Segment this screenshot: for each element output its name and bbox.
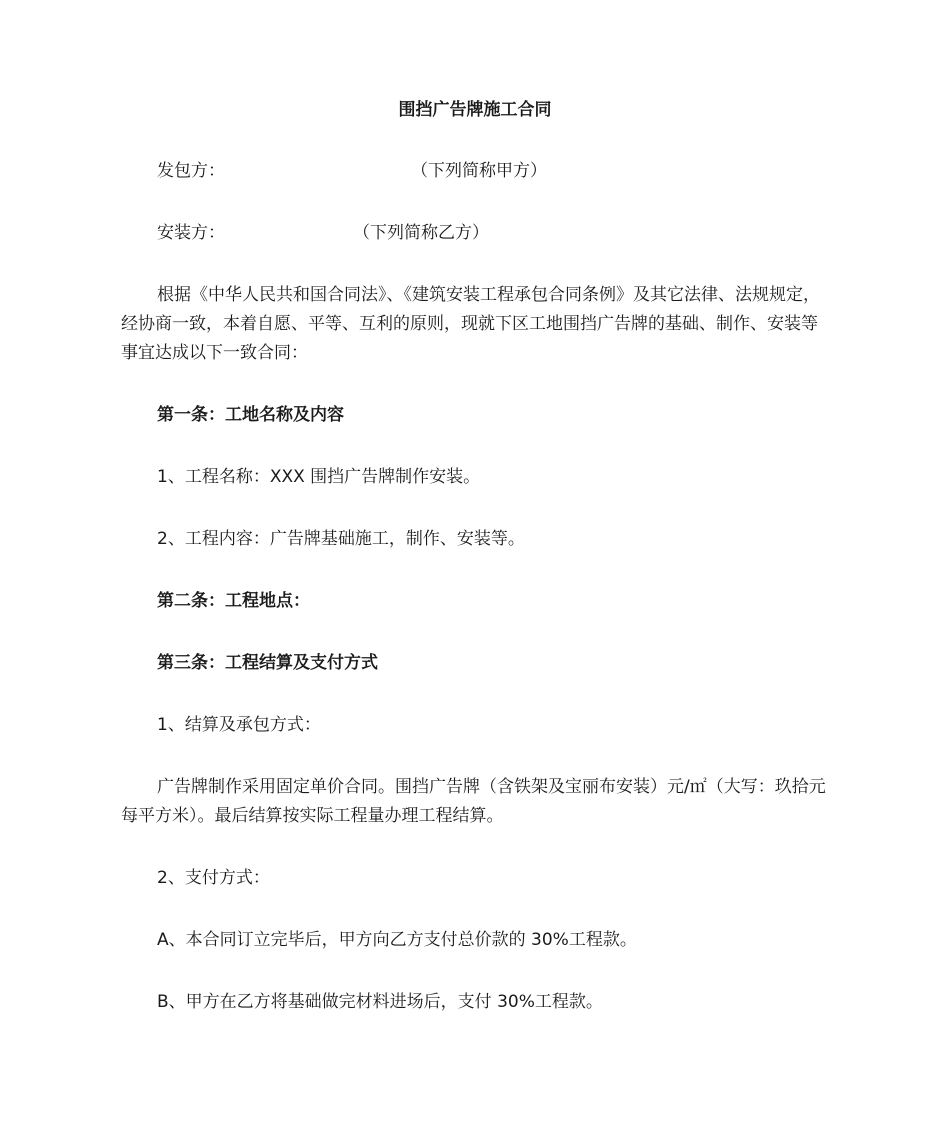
- intro-paragraph: 根据《中华人民共和国合同法》、《建筑安装工程承包合同条例》及其它法律、法规规定，经协商一致，本着自愿、平等、互利的原则，现就下区工地围挡广告牌的基础、制作、安装等事宜达成以下一致合同：: [121, 285, 820, 363]
- payment-b: B、甲方在乙方将基础做完材料进场后，支付 30%工程款。: [157, 992, 603, 1012]
- article3-item2: 2、支付方式：: [157, 868, 270, 888]
- party-b-label: 安装方：: [157, 223, 225, 243]
- article1-item2: 2、工程内容：广告牌基础施工，制作、安装等。: [157, 529, 525, 549]
- party-a-label: 发包方：: [157, 161, 225, 181]
- payment-a: A、本合同订立完毕后，甲方向乙方支付总价款的 30%工程款。: [157, 930, 637, 950]
- article3-item1: 1、结算及承包方式：: [157, 715, 321, 735]
- party-a-line: [121, 157, 833, 186]
- article1-heading: 第一条：工地名称及内容: [157, 405, 344, 425]
- party-b-line: [121, 219, 833, 248]
- party-a-note: （下列简称甲方）: [411, 161, 547, 181]
- document-title: 围挡广告牌施工合同: [398, 100, 552, 120]
- article3-heading: 第三条：工程结算及支付方式: [157, 653, 378, 673]
- party-b-note: （下列简称乙方）: [353, 223, 489, 243]
- article1-item1: 1、工程名称：XXX 围挡广告牌制作安装。: [157, 467, 481, 487]
- article3-item1-text: 广告牌制作采用固定单价合同。围挡广告牌（含铁架及宝丽布安装）元/㎡（大写：玖拾元每平方米）。最后结算按实际工程量办理工程结算。: [121, 777, 826, 826]
- article2-heading: 第二条：工程地点：: [157, 591, 310, 611]
